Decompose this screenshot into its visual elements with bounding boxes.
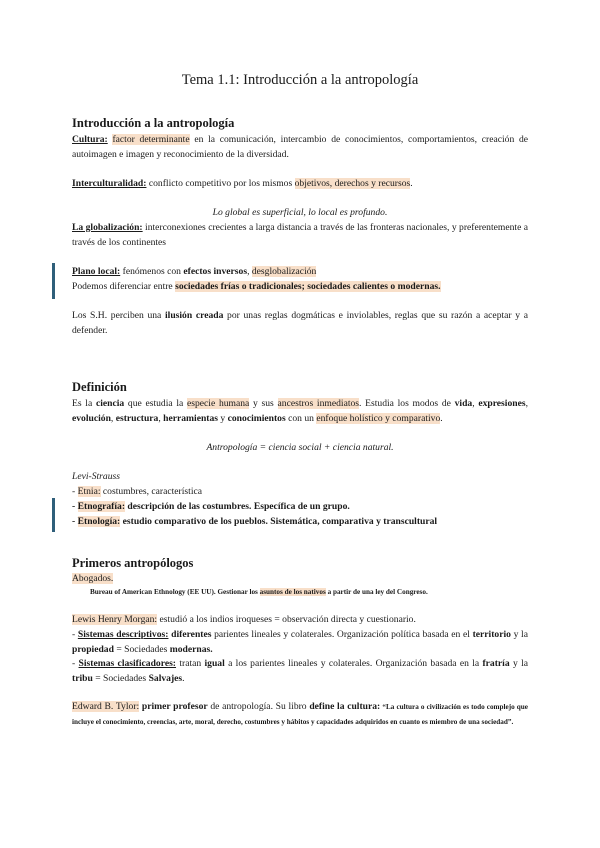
text-sep: , (247, 266, 252, 277)
bold-evolucion: evolución (72, 412, 111, 424)
t: descripción de las costumbres. Específica de un grupo. (125, 501, 350, 512)
text-inter: conflicto competitivo por los mismos (146, 178, 295, 189)
paragraph-cultura (72, 133, 528, 162)
text-sh2: por unas reglas dogmáticas e inviolables, reglas que su razón a aceptar y a defender. (72, 310, 528, 336)
bold-diferentes: diferentes (171, 629, 212, 640)
text-cultura: en la comunicación, intercambio de conocimientos, comportamientos, creación de autoimagen e imagen y reconocimiento de la diversidad. (72, 134, 529, 160)
t: costumbres, característica (100, 486, 202, 497)
section-heading-primeros: Primeros antropólogos (72, 556, 194, 570)
t: a partir de una (325, 588, 376, 596)
highlight-especie: especie humana (187, 398, 250, 409)
paragraph-morgan (72, 613, 528, 628)
list-item-etnia (72, 485, 528, 500)
highlight-tylor: Edward B. Tylor: (72, 701, 140, 712)
t: y la (509, 658, 529, 669)
section-heading-intro: Introducción a la antropología (72, 116, 235, 130)
t: parientes lineales y colaterales. Organización política basada en el (211, 629, 473, 640)
quote-global-local: Lo global es superficial, lo local es profundo. (212, 207, 388, 218)
highlight-factor: factor determinante (112, 134, 190, 145)
formula-antropologia: Antropología = ciencia social + ciencia natural. (206, 442, 394, 453)
term-plano-local: Plano local: (72, 266, 121, 277)
t: . (425, 588, 428, 596)
t: estudió a los indios iroqueses = observación directa y cuestionario. (157, 614, 416, 625)
highlight-enfoque: enfoque holístico y comparativo (316, 412, 441, 424)
list-item-etnologia (72, 515, 528, 530)
text-glob: interconexiones crecientes a larga distancia a través de las fronteras nacionales, y preferentemente a través de los continentes (72, 222, 529, 248)
bold-propiedad: propiedad (72, 643, 114, 655)
bold-herramientas: herramientas (163, 412, 219, 424)
t: de antropología. Su libro (207, 701, 310, 712)
section-heading-definicion: Definición (72, 380, 127, 394)
bold-vida: vida (454, 398, 473, 409)
t: y (218, 412, 228, 424)
callout-bar-etnografia (52, 498, 55, 532)
highlight-nativos: asuntos de los nativos (259, 588, 326, 596)
bold-salvajes: Salvajes (148, 672, 183, 684)
t: y sus (249, 398, 278, 409)
paragraph-sh (72, 309, 528, 338)
highlight-desglob: desglobalización (251, 266, 317, 277)
list-item-descriptivos (72, 628, 528, 657)
bold-tribu: tribu (72, 672, 93, 684)
t: - (72, 658, 79, 669)
t: con un (285, 412, 317, 424)
t: Es la (72, 398, 96, 409)
bold-define-cultura: define la cultura: (309, 701, 381, 712)
paragraph-abogados (72, 572, 528, 587)
t: . (182, 672, 185, 684)
list-item-clasificadores (72, 657, 528, 686)
highlight-etnografia: Etnografía: (77, 501, 126, 512)
highlight-abogados: Abogados. (72, 573, 114, 584)
t: , (110, 412, 116, 424)
highlight-morgan: Lewis Henry Morgan: (72, 614, 158, 625)
bold-ley: ley del Congreso (375, 588, 426, 596)
bold-ciencia: ciencia (95, 398, 125, 409)
t: - (72, 486, 78, 497)
t: = Sociedades (92, 672, 149, 684)
page-title: Tema 1.1: Introducción a la antropología (181, 72, 419, 88)
bold-modernas: modernas. (169, 643, 213, 655)
term-descriptivos: Sistemas descriptivos: (77, 629, 169, 640)
term-clasificadores: Sistemas clasificadores: (78, 658, 177, 669)
author-levi-strauss: Levi-Strauss (72, 471, 120, 482)
highlight-sociedades: sociedades frías o tradicionales; sociedades calientes o modernas. (175, 281, 441, 292)
highlight-objetivos: objetivos, derechos y recursos (294, 178, 411, 189)
t: tratan (176, 658, 205, 669)
t: - (72, 629, 78, 640)
bold-ilusion: ilusión creada (164, 310, 224, 321)
t: = Sociedades (113, 643, 170, 655)
t: - (72, 516, 78, 527)
term-globalizacion: La globalización: (72, 222, 143, 233)
quote-tylor: “La cultura o civilización es todo complejo que incluye el conocimiento, creencias, arte, moral, derecho, costumbres y hábitos y capacidades adquiridos en cuanto es miembro de una sociedad”. (72, 703, 528, 726)
bold-efectos: efectos inversos (183, 266, 248, 277)
t: a los parientes lineales y colaterales. Organización basada en la (224, 658, 483, 669)
term-interculturalidad: Interculturalidad: (72, 178, 147, 189)
term-cultura: Cultura: (72, 134, 108, 145)
t: , (158, 412, 164, 424)
paragraph-globalizacion (72, 221, 528, 250)
list-item-etnografia (72, 500, 528, 515)
t: . (440, 412, 443, 424)
paragraph-plano-local (72, 265, 528, 280)
bold-territorio: territorio (472, 629, 511, 640)
paragraph-interculturalidad (72, 177, 528, 192)
t: , (525, 398, 528, 409)
text-inter-end: . (410, 178, 413, 189)
t: , (472, 398, 479, 409)
text-dif: Podemos diferenciar entre (72, 281, 176, 292)
highlight-etnia: Etnia: (77, 486, 101, 497)
t: que estudia la (124, 398, 187, 409)
bold-estructura: estructura (115, 412, 159, 424)
t: y la (510, 629, 528, 640)
t: - (72, 501, 78, 512)
highlight-ancestros: ancestros inmediatos (277, 398, 360, 409)
paragraph-definicion (72, 397, 528, 426)
t: . Estudia los modos de (359, 398, 455, 409)
text-plano: fenómenos con (120, 266, 184, 277)
text-sh1: Los S.H. perciben una (72, 310, 165, 321)
highlight-etnologia: Etnología: (77, 516, 121, 527)
bold-fratria: fratría (482, 658, 510, 669)
bold-primer-profesor: primer profesor (141, 701, 208, 712)
bold-expresiones: expresiones (478, 398, 526, 409)
bold-conocimientos: conocimientos (227, 412, 286, 424)
paragraph-bureau (90, 587, 528, 598)
t: estudio comparativo de los pueblos. Sistemática, comparativa y transcultural (120, 516, 438, 527)
t: Bureau of American Ethnology (EE UU). Gestionar los (90, 588, 260, 596)
paragraph-tylor (72, 700, 528, 729)
paragraph-diferenciar (72, 280, 528, 295)
callout-bar-plano (52, 263, 55, 299)
bold-igual: igual (204, 658, 225, 669)
